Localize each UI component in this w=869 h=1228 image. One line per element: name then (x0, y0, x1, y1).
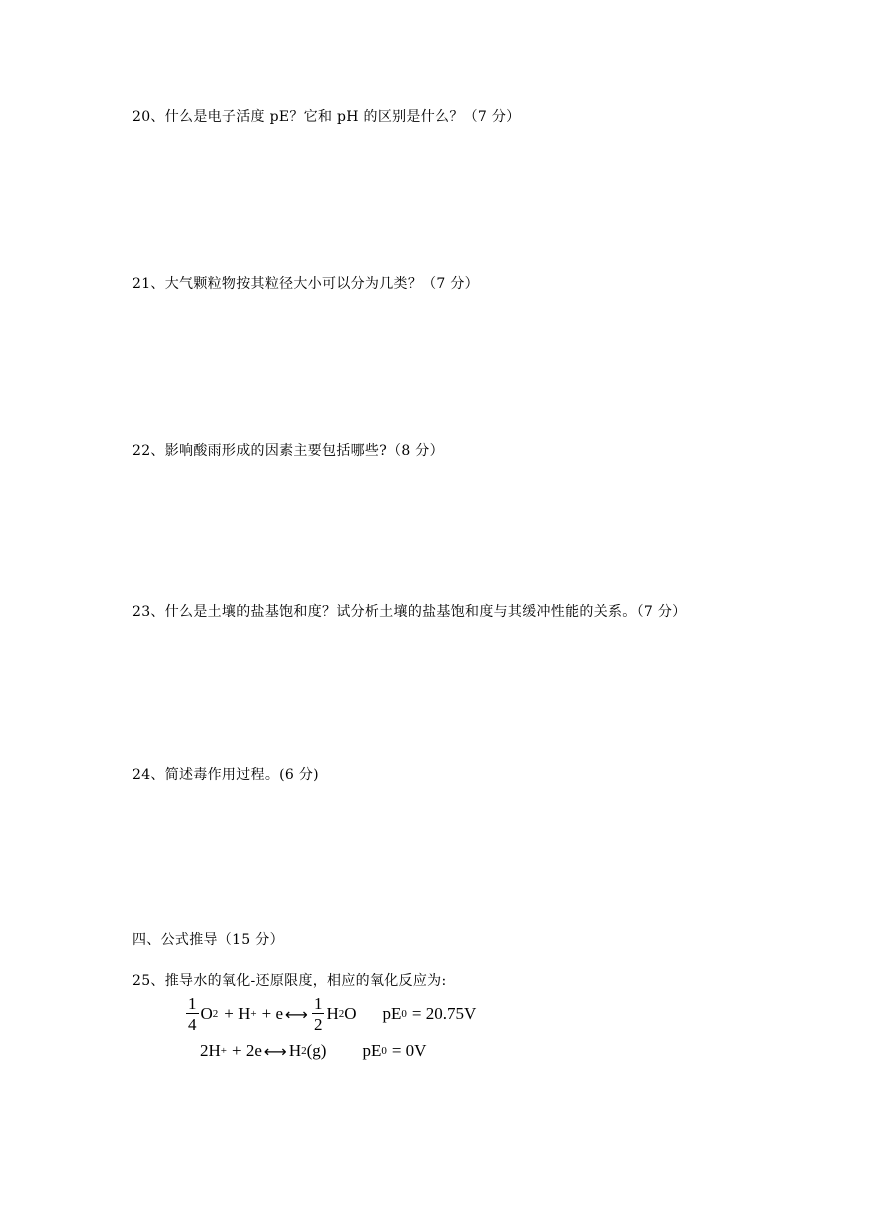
equilibrium-arrow-icon: ⟷ (263, 1041, 287, 1061)
question-20: 20、什么是电子活度 pE？它和 pH 的区别是什么？（7 分） (132, 109, 521, 125)
fraction-one-quarter: $\frac{1}{4}$ (188, 994, 197, 1034)
question-25: 25、推导水的氧化-还原限度，相应的氧化反应为: (132, 973, 447, 989)
equation-oxygen: $\frac{1}{4}$ O 2 + H + + e ⟷ $\frac{1}{2}$ H 2 O pE 0 = 20.75V (188, 994, 477, 1034)
fraction-one-half: $\frac{1}{2}$ (313, 994, 323, 1034)
question-23: 23、什么是土壤的盐基饱和度？试分析土壤的盐基饱和度与其缓冲性能的关系。（7 分） (132, 604, 687, 620)
equation-hydrogen: 2H + + 2e ⟷ H 2 (g) pE 0 = 0V (200, 1041, 427, 1061)
equilibrium-arrow-icon: ⟷ (285, 1004, 308, 1024)
question-21: 21、大气颗粒物按其粒径大小可以分为几类？（7 分） (132, 276, 479, 292)
question-24: 24、简述毒作用过程。(6 分) (132, 767, 319, 783)
section-title: 四、公式推导（15 分） (132, 932, 284, 948)
question-22: 22、影响酸雨形成的因素主要包括哪些?（8 分） (132, 443, 444, 459)
